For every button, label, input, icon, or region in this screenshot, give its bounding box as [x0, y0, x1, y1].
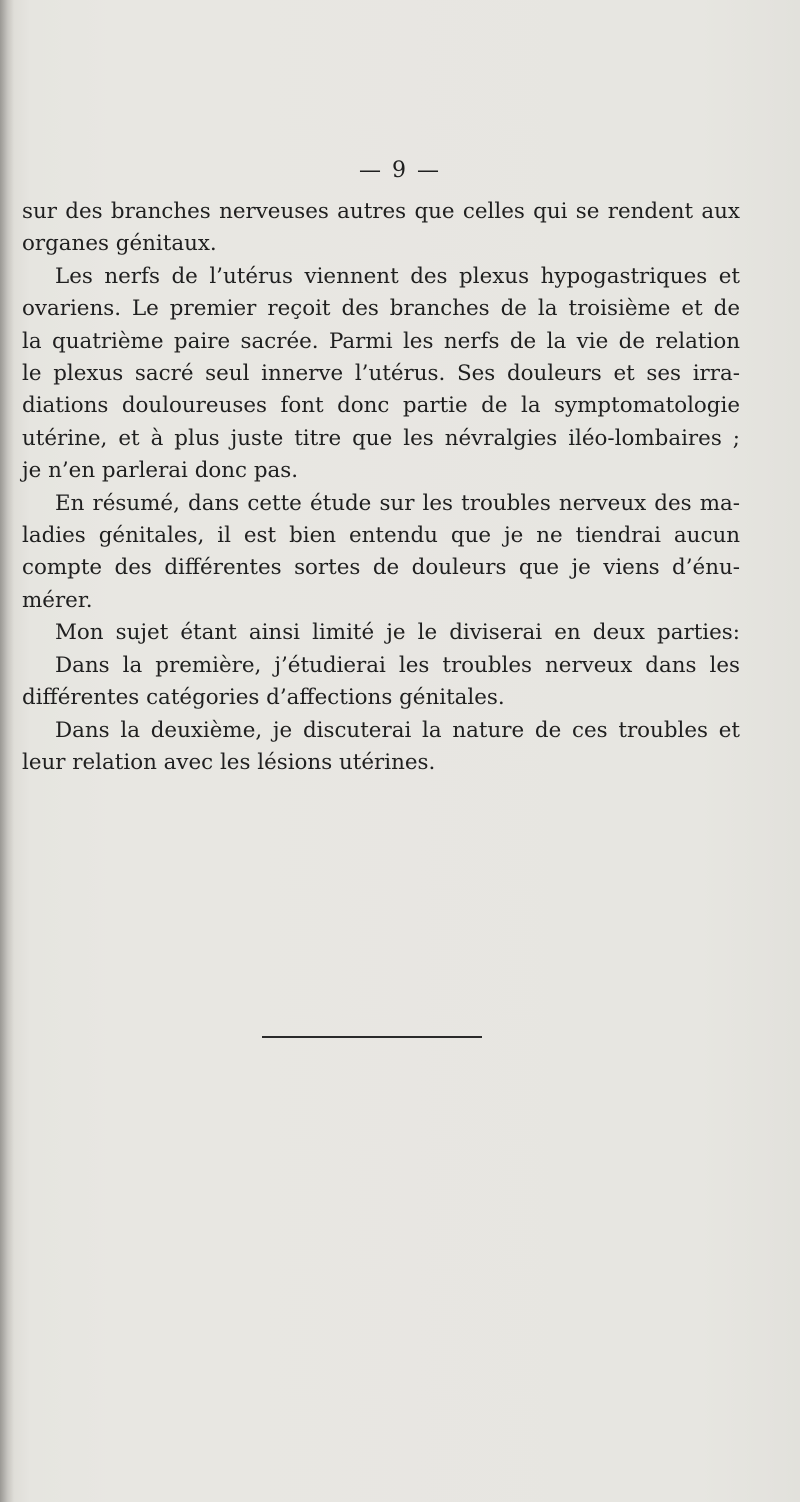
text-line: diations douloureuses font donc partie de la symptomatologie — [22, 393, 740, 419]
binding-edge — [0, 0, 14, 1502]
text-line: organes génitaux. — [22, 231, 217, 257]
text-line: sur des branches nerveuses autres que celles qui se rendent aux — [22, 199, 740, 224]
text-line: Mon sujet étant ainsi limité je le diviserai en deux parties: — [55, 620, 740, 646]
text-line: Dans la première, j’étudierai les troubles nerveux dans les — [55, 652, 740, 678]
text-line: je n’en parlerai donc pas. — [22, 458, 299, 484]
text-line: la quatrième paire sacrée. Parmi les nerfs de la vie de relation — [22, 328, 740, 354]
text-line: ovariens. Le premier reçoit des branches de la troisième et de — [22, 296, 740, 322]
page-number: — 9 — — [359, 158, 441, 183]
text-line: Les nerfs de l’utérus viennent des plexus hypogastriques et — [55, 263, 740, 289]
text-line: leur relation avec les lésions utérines. — [22, 749, 436, 775]
text-line: différentes catégories d’affections génitales. — [22, 685, 505, 711]
text-line: En résumé, dans cette étude sur les troubles nerveux des ma- — [55, 490, 740, 516]
text-line: mérer. — [22, 587, 93, 613]
text-line: utérine, et à plus juste titre que les névralgies iléo-lombaires ; — [22, 425, 740, 451]
body-text — [22, 196, 740, 779]
text-line: le plexus sacré seul innerve l’utérus. Ses douleurs et ses irra- — [22, 361, 740, 387]
text-line: compte des différentes sortes de douleurs que je viens d’énu- — [22, 555, 740, 581]
section-rule — [262, 1036, 482, 1038]
text-line: Dans la deuxième, je discuterai la nature de ces troubles et — [55, 717, 740, 743]
text-line: ladies génitales, il est bien entendu que je ne tiendrai aucun — [22, 523, 740, 549]
